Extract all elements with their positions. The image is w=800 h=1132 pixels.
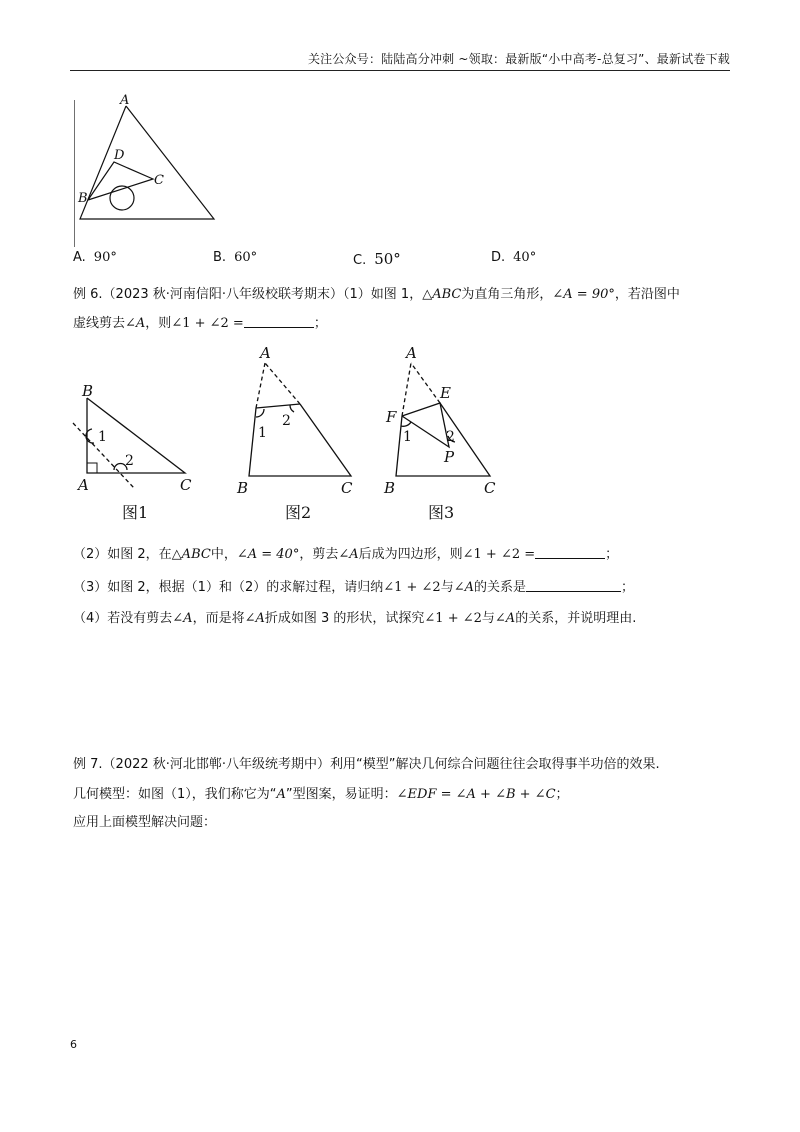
ex6-p1b-text-2: ，则: [145, 316, 172, 331]
ex6-answer-blank-1[interactable]: [244, 315, 314, 328]
fig3-label-e: E: [440, 384, 451, 402]
ex6-p3-text-3: 的关系是: [474, 580, 527, 595]
fig3-angle-1-arc: [401, 422, 411, 426]
ex7-line-2: [73, 783, 569, 802]
ex6-p1b-end: ；: [313, 316, 327, 331]
top-figure-inner-triangle: [88, 162, 153, 200]
ex6-p4-text-4: 与: [481, 611, 495, 626]
ex6-p4-text-5: 的关系，并说明理由.: [515, 611, 637, 626]
fig2-angle-2-arc: [290, 405, 294, 412]
fig2-dashed-left: [256, 363, 265, 408]
fig2-caption: 图2: [285, 503, 312, 522]
figures-1-2-3: [70, 338, 510, 528]
ex7-formula: ∠EDF = ∠A + ∠B + ∠C: [396, 787, 556, 802]
fig1-label-1: 1: [98, 429, 107, 445]
ex7-source: （2022 秋·河北邯郸·八年级统考期中）: [102, 757, 331, 772]
option-d-key: D.: [491, 250, 506, 265]
option-c[interactable]: [353, 250, 401, 268]
header-rule: [70, 70, 730, 71]
ex6-p3-end: ；: [621, 580, 635, 595]
ex7-apply-text: 应用上面模型解决问题：: [73, 815, 217, 830]
ex6-p3-text: （3）如图 2，根据（1）和（2）的求解过程，请归纳: [73, 580, 384, 595]
option-a-key: A.: [73, 250, 86, 265]
top-figure-outer-triangle: [80, 106, 214, 219]
ex6-p1-text: （1）如图 1，: [343, 287, 423, 302]
ex6-p2-text-4: 后成为四边形，则: [358, 547, 463, 562]
option-b-key: B.: [213, 250, 227, 265]
option-c-key: C.: [353, 253, 367, 268]
ex6-part-3: [73, 576, 634, 595]
ex6-p2-angle-a: ∠A: [338, 547, 359, 562]
ex7-model-end: ；: [555, 787, 569, 802]
fig2-label-c: C: [341, 479, 353, 497]
figure-2: [236, 344, 353, 522]
fig1-label-b: B: [82, 382, 94, 400]
fig3-dashed-right: [411, 363, 440, 403]
ex7-intro: 利用“模型”解决几何综合问题往往会取得事半功倍的效果.: [330, 757, 660, 772]
option-b-value: 60°: [234, 250, 258, 265]
ex6-p4-angle-a-3: ∠A: [494, 611, 516, 626]
fig3-label-1: 1: [403, 429, 412, 445]
top-figure-label-b: B: [78, 191, 88, 206]
option-a[interactable]: [73, 250, 117, 265]
fig2-dashed-right: [265, 363, 300, 404]
fig2-label-1: 1: [258, 425, 267, 441]
ex7-model-a: A: [276, 787, 286, 802]
top-figure-label-c: C: [154, 173, 164, 188]
fig2-angle-1-arc: [256, 409, 264, 417]
fig2-label-2: 2: [282, 413, 291, 429]
fig1-label-2: 2: [125, 453, 134, 469]
answer-options: [73, 250, 753, 272]
ex6-part-2: [73, 543, 618, 562]
option-b[interactable]: [213, 250, 257, 265]
ex6-p3-sum-12: ∠1 + ∠2: [383, 580, 441, 595]
fig3-label-b: B: [384, 479, 396, 497]
option-a-value: 90°: [93, 250, 117, 265]
fig3-label-p: P: [444, 448, 455, 466]
top-figure: [74, 92, 224, 252]
ex7-model-text-2: ”型图案，易证明：: [285, 787, 397, 802]
ex6-p1-text-3: ，若沿图中: [614, 287, 680, 302]
ex6-triangle-abc: △ABC: [422, 287, 462, 302]
fig3-dashed-left: [402, 363, 411, 416]
ex6-p3-text-2: 与: [440, 580, 454, 595]
fig2-label-b: B: [237, 479, 249, 497]
ex6-source: （2023 秋·河南信阳·八年级校联考期末）: [102, 287, 344, 302]
ex6-p4-angle-a-2: ∠A: [244, 611, 265, 626]
figure-1: [73, 382, 192, 522]
ex6-sum-12: ∠1 + ∠2 =: [171, 316, 244, 331]
ex7-label: 例 7.: [73, 757, 103, 772]
ex6-line-1: [73, 283, 680, 302]
ex6-p2-text-2: 中，: [210, 547, 237, 562]
fig1-label-a: A: [78, 476, 89, 494]
page-number: 6: [70, 1038, 77, 1051]
fig2-cut-edge: [256, 404, 300, 408]
top-figure-label-a: A: [120, 93, 130, 108]
ex6-p2-triangle: △ABC: [171, 547, 211, 562]
top-figure-label-d: D: [114, 148, 125, 163]
ex6-angle-a: ∠A: [125, 316, 146, 331]
ex6-p4-sum-12: ∠1 + ∠2: [424, 611, 482, 626]
ex6-p3-angle-a: ∠A: [453, 580, 474, 595]
ex6-p2-angle-a-40: ∠A = 40°: [236, 547, 300, 562]
ex6-p1-text-2: 为直角三角形，: [461, 287, 553, 302]
ex6-p4-angle-a: ∠A: [172, 611, 193, 626]
ex6-p4-text-3: 折成如图 3 的形状，试探究: [264, 611, 425, 626]
fig1-caption: 图1: [122, 503, 149, 522]
ex6-angle-a-90: ∠A = 90°: [552, 287, 615, 302]
ex6-p2-text: （2）如图 2，在: [73, 547, 172, 562]
ex6-p2-end: ；: [605, 547, 619, 562]
fig1-label-c: C: [180, 476, 192, 494]
fig3-label-f: F: [386, 408, 397, 426]
ex6-part-4: [73, 607, 636, 626]
ex6-p2-text-3: ，剪去: [299, 547, 339, 562]
ex6-line-2: [73, 312, 327, 331]
ex6-p4-text-2: ，而是将: [192, 611, 245, 626]
fig3-label-a: A: [406, 344, 417, 362]
page-header: 关注公众号：陆陆高分冲刺 ~领取：最新版“小中高考-总复习”、最新试卷下载: [307, 52, 730, 66]
ex7-line-3: [73, 811, 216, 830]
fig3-label-2: 2: [446, 429, 455, 445]
fig2-label-a: A: [260, 344, 271, 362]
option-d[interactable]: [491, 250, 536, 265]
fig3-caption: 图3: [428, 503, 455, 522]
ex6-p2-sum-12: ∠1 + ∠2 =: [462, 547, 536, 562]
ex6-p4-text: （4）若没有剪去: [73, 611, 173, 626]
fig1-right-angle-mark: [87, 463, 97, 473]
option-d-value: 40°: [513, 250, 537, 265]
ex6-answer-blank-3[interactable]: [526, 579, 621, 592]
ex6-label: 例 6.: [73, 287, 103, 302]
ex7-model-text: 几何模型：如图（1），我们称它为“: [73, 787, 277, 802]
option-c-value: 50°: [374, 250, 401, 268]
ex7-line-1: [73, 753, 660, 772]
fig3-label-c: C: [484, 479, 496, 497]
ex6-p1b-text: 虚线剪去: [73, 316, 126, 331]
ex6-answer-blank-2[interactable]: [535, 546, 605, 559]
figure-3: [383, 344, 496, 522]
